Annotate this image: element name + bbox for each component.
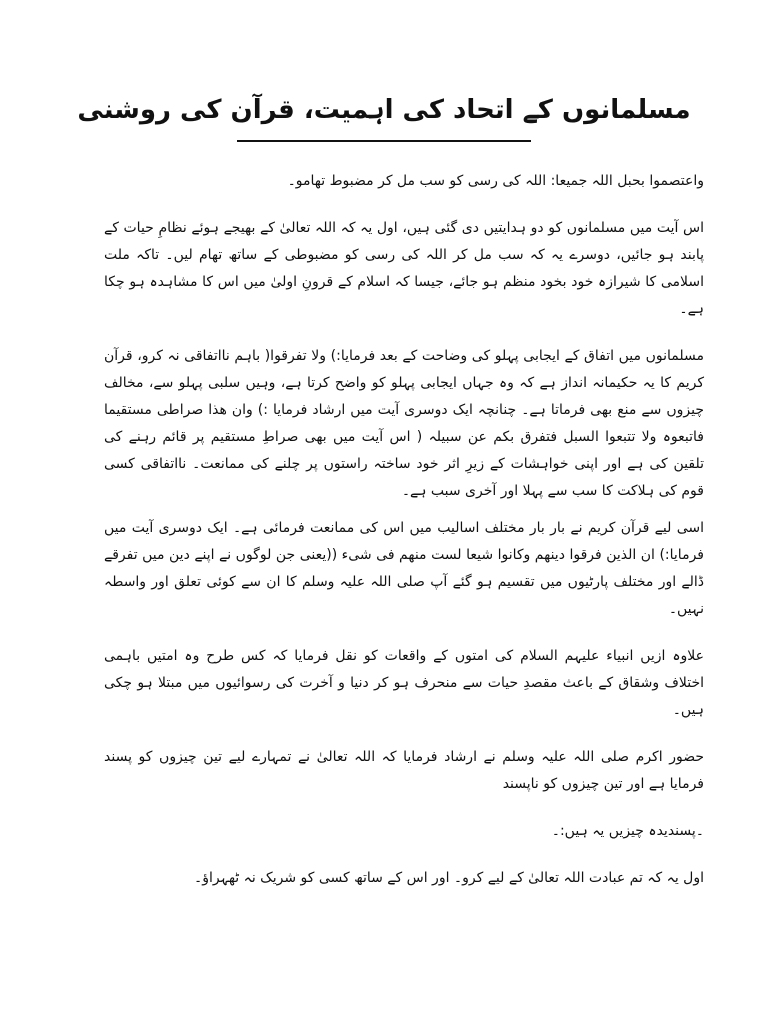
paragraph-liked-things: ۔پسندیدہ چیزیں یہ ہیں:۔ bbox=[551, 823, 704, 839]
paragraph-first-thing: اول یہ کہ تم عبادت اللہ تعالیٰ کے لیے کرو۔ اور اس کے ساتھ کسی کو شریک نہ ٹھہراؤ۔ bbox=[194, 870, 704, 886]
paragraph-prohibition: اسی لیے قرآن کریم نے بار بار مختلف اسالیب میں اس کی ممانعت فرمائی ہے۔ ایک دوسری آیت میں فرمایا:) ان الذین فرقوا دینھم وکانوا شیعا لست منھم فی شیء ((یعنی جن لوگوں نے اپنے دین میں تفرقے ڈالے اور مختلف پارٹیوں میں تقسیم ہو گئے آپ صلی اللہ علیہ وسلم کا ان سے کوئی تعلق اور واسطہ نہیں۔ bbox=[104, 520, 704, 617]
document-title: مسلمانوں کے اتحاد کی اہمیت، قرآن کی روشنی bbox=[77, 95, 691, 125]
paragraph-verse: واعتصموا بحبل اللہ جمیعا: اللہ کی رسی کو سب مل کر مضبوط تھامو۔ bbox=[287, 173, 704, 189]
document-body bbox=[104, 168, 704, 912]
title-underline bbox=[237, 140, 531, 142]
paragraph-prophets: علاوہ ازیں انبیاء علیہم السلام کی امتوں کے واقعات کو نقل فرمایا کہ کس طرح وہ امتیں باہمی اختلاف وشقاق کے باعث مقصدِ حیات سے منحرف ہو کر دنیا و آخرت کی رسوائیوں میں مبتلا ہو چکی ہیں۔ bbox=[104, 648, 704, 718]
paragraph-unity: مسلمانوں میں اتفاق کے ایجابی پہلو کی وضاحت کے بعد فرمایا:) ولا تفرقوا( باہم نااتفاقی نہ کرو، قرآن کریم کا یہ حکیمانہ انداز ہے کہ وہ جہاں ایجابی پہلو کو واضح کرتا ہے، وہیں سلبی پہلو سے، مخالف چیزوں سے منع بھی فرماتا ہے۔ چنانچہ ایک دوسری آیت میں ارشاد فرمایا :) وان ھذا صراطی مستقیما فاتبعوہ ولا تتبعوا السبل فتفرق بکم عن سبیلہ ( اس آیت میں بھی صراطِ مستقیم پر قائم رہنے کی تلقین کی ہے اور اپنی خواہشات کے زیرِ اثر خود ساختہ راستوں پر چلنے کی ممانعت۔ نااتفاقی کسی قوم کی ہلاکت کا سب سے پہلا اور آخری سبب ہے۔ bbox=[104, 348, 704, 499]
paragraph-explanation: اس آیت میں مسلمانوں کو دو ہدایتیں دی گئی ہیں، اول یہ کہ اللہ تعالیٰ کے بھیجے ہوئے نظامِ حیات کے پابند ہو جائیں، دوسرے یہ کہ سب مل کر اللہ کی رسی کو مضبوطی کے ساتھ تھام لیں۔ تاکہ ملت اسلامی کا شیرازہ خود بخود منظم ہو جائے، جیسا کہ اسلام کے قرونِ اولیٰ میں اس کا مشاہدہ ہو چکا ہے۔ bbox=[104, 220, 704, 317]
paragraph-hadith: حضور اکرم صلی اللہ علیہ وسلم نے ارشاد فرمایا کہ اللہ تعالیٰ نے تمہارے لیے تین چیزوں کو پسند فرمایا ہے اور تین چیزوں کو ناپسند bbox=[104, 749, 704, 792]
